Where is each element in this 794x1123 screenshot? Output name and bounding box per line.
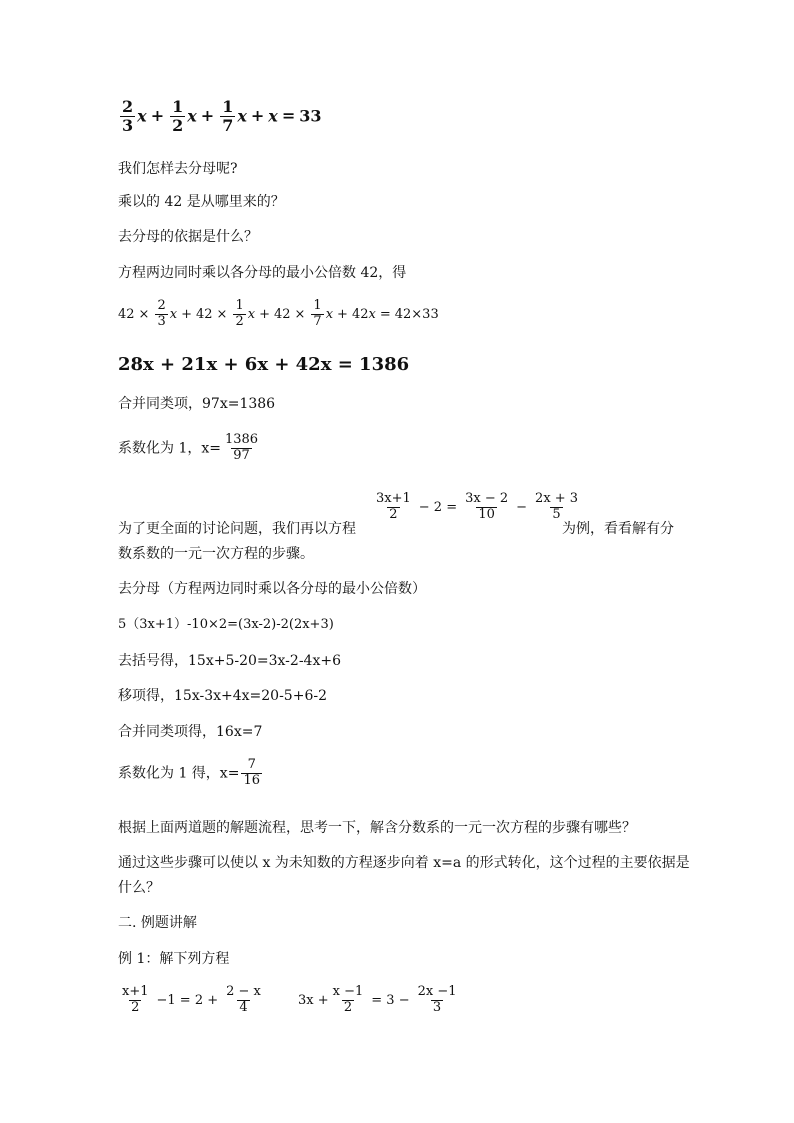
denominator: 2 <box>172 116 184 136</box>
coefficient: 42 <box>118 306 135 322</box>
step-remove-parentheses: 去括号得，15x+5-20=3x-2-4x+6 <box>118 653 341 669</box>
coefficient: 42 <box>351 306 369 322</box>
fraction <box>120 98 135 136</box>
problem-intro-right: 为例，看看解有分 <box>562 521 674 537</box>
denominator: 2 <box>131 999 140 1015</box>
step-combine-2: 合并同类项得，16x=7 <box>118 724 263 740</box>
fraction <box>120 985 151 1016</box>
problem-equation: $\frac{3x+1}{2}$ − 2 = $\frac{3x - 2}{10}$ − $\frac{2x + 3}{5}$ <box>376 491 579 522</box>
coefficient-step-2 <box>118 758 264 789</box>
fraction <box>170 98 185 136</box>
variable: x <box>137 106 147 126</box>
equation-operator: − 2 = <box>418 499 458 515</box>
problem-intro-left: 为了更全面的讨论问题，我们再以方程 <box>118 521 356 537</box>
denominator: 7 <box>222 116 234 136</box>
step-remove-denominator: 去分母（方程两边同时乘以各分母的最小公倍数） <box>118 581 426 597</box>
section-heading: 二. 例题讲解 <box>118 915 197 931</box>
numerator: 1386 <box>224 432 259 447</box>
numerator: 1 <box>172 97 184 116</box>
denominator: 2 <box>235 313 244 329</box>
fraction <box>533 492 580 523</box>
coefficient-step-1 <box>118 433 262 464</box>
numerator: 1 <box>313 298 322 313</box>
denominator: 5 <box>552 506 561 522</box>
basis-question-line-2: 什么？ <box>118 880 160 896</box>
fraction <box>416 985 459 1016</box>
equation-term: 3x + <box>298 992 329 1008</box>
numerator: 1 <box>222 97 234 116</box>
numerator: 2x + 3 <box>535 491 579 506</box>
denominator: 4 <box>239 999 248 1015</box>
equation-2: 42 × $\frac{2}{3}$ x + 42 × $\frac{1}{2}$ x + 42 × $\frac{1}{7}$ x + 42x = 42×33 <box>118 298 439 329</box>
fraction <box>463 492 510 523</box>
fraction <box>311 299 323 330</box>
denominator: 16 <box>243 772 260 788</box>
variable: x <box>268 106 278 126</box>
fraction <box>374 492 413 523</box>
equation-operator: = 3 − <box>371 992 410 1008</box>
numerator: 3x+1 <box>376 491 411 506</box>
think-question: 根据上面两道题的解题流程，思考一下，解含分数系的一元一次方程的步骤有哪些？ <box>118 820 636 836</box>
coefficient-step-label: 系数化为 1 得，x= <box>118 765 240 782</box>
variable: x <box>187 106 197 126</box>
equation-operator: −1 = 2 + <box>156 992 219 1008</box>
numerator: 2 <box>157 298 166 313</box>
numerator: 2 − x <box>226 984 261 999</box>
coefficient-step-label: 系数化为 1，x= <box>118 440 221 457</box>
equation-rhs: 42×33 <box>394 306 439 322</box>
solution-fraction-1 <box>223 433 260 464</box>
fraction <box>233 299 245 330</box>
denominator: 7 <box>313 313 322 329</box>
step-multiply: 5（3x+1）-10×2=(3x-2)-2(2x+3) <box>118 617 334 632</box>
denominator: 2 <box>389 506 398 522</box>
numerator: x −1 <box>332 984 364 999</box>
numerator: x+1 <box>122 984 149 999</box>
fraction <box>331 985 366 1016</box>
fraction <box>155 299 167 330</box>
combine-step-1: 合并同类项，97x=1386 <box>118 396 276 412</box>
denominator: 10 <box>478 506 495 522</box>
question-3: 去分母的依据是什么？ <box>118 229 258 245</box>
step-move-terms: 移项得，15x-3x+4x=20-5+6-2 <box>118 688 327 704</box>
basis-question-line-1: 通过这些步骤可以使以 x 为未知数的方程逐步向着 x=a 的形式转化，这个过程的主要依据是 <box>118 855 690 871</box>
denominator: 3 <box>122 116 134 136</box>
example-1-heading: 例 1：解下列方程 <box>118 951 230 967</box>
equation-rhs: 33 <box>299 106 322 126</box>
example-equation-a <box>118 985 265 1016</box>
step-intro: 方程两边同时乘以各分母的最小公倍数 42，得 <box>118 265 407 281</box>
fraction <box>220 98 235 136</box>
solution-fraction-2 <box>241 758 262 789</box>
denominator: 97 <box>233 447 250 463</box>
coefficient: 42 <box>195 306 213 322</box>
numerator: 2 <box>122 97 134 116</box>
numerator: 2x −1 <box>417 984 457 999</box>
fraction <box>224 985 263 1016</box>
denominator: 3 <box>432 999 442 1015</box>
question-2: 乘以的 42 是从哪里来的？ <box>118 194 285 210</box>
question-1: 我们怎样去分母呢? <box>118 161 238 177</box>
equation-1: $\frac{2}{3}$ x + $\frac{1}{2}$ x + $\frac{1}{7}$ x + x = 33 <box>122 97 322 136</box>
coefficient: 42 <box>273 306 291 322</box>
denominator: 3 <box>157 313 166 329</box>
denominator: 2 <box>343 999 353 1015</box>
example-equation-b <box>298 985 461 1016</box>
numerator: 3x − 2 <box>465 491 509 506</box>
problem-intro-line-2: 数系数的一元一次方程的步骤。 <box>118 546 314 562</box>
numerator: 7 <box>247 757 256 772</box>
equation-3: 28x + 21x + 6x + 42x = 1386 <box>118 354 410 375</box>
numerator: 1 <box>235 298 244 313</box>
variable: x <box>237 106 247 126</box>
